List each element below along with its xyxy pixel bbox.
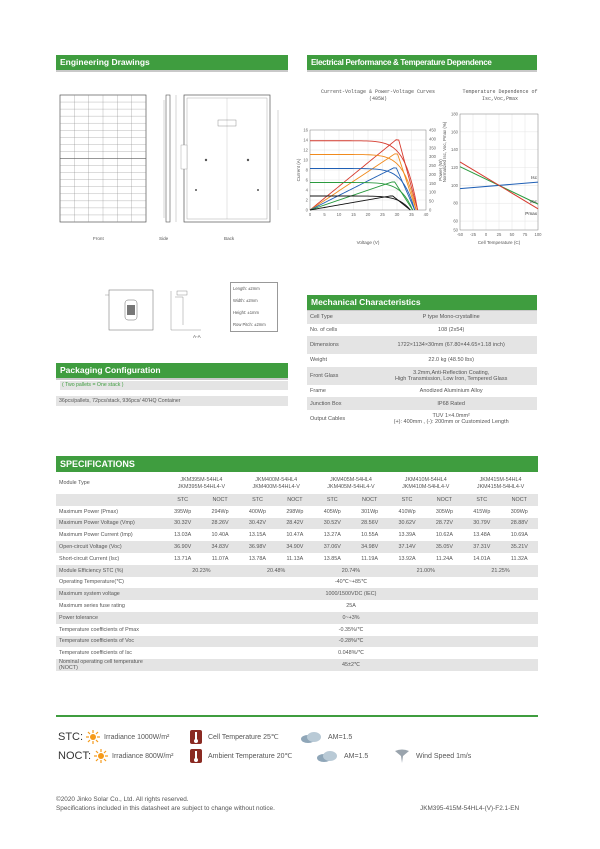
spec-value: 13.15A: [239, 529, 276, 541]
spec-value: 28.26V: [201, 518, 238, 530]
spec-label: [56, 494, 164, 506]
cloud-icon: [300, 731, 322, 743]
model-name: [239, 473, 314, 494]
spec-value: 45±2℃: [164, 659, 538, 671]
packaging-detail: 36pcs/pallets, 72pcs/stack, 936pcs/ 40'HQ Container: [56, 396, 288, 406]
spec-value: 37.14V: [388, 541, 425, 553]
side-label: Side: [159, 236, 169, 241]
x-tick-label: 75: [522, 232, 528, 237]
spec-row: [56, 529, 538, 541]
spec-value: 10.62A: [426, 529, 463, 541]
mech-row-front-glass: [307, 367, 537, 385]
spec-model-row: [56, 473, 538, 494]
engineering-drawings: [56, 90, 288, 250]
spec-value: 34.83V: [201, 541, 238, 553]
spec-label: Maximum Power (Pmax): [56, 506, 164, 518]
mech-value: 1722×1134×30mm (67.80×44.65×1.18 inch): [365, 336, 537, 354]
spec-label: Short-circuit Current (Isc): [56, 553, 164, 565]
spec-value: 1000/1500VDC (IEC): [164, 588, 538, 600]
spec-value: -40℃~+85℃: [164, 577, 538, 589]
y-right-tick-label: 100: [429, 189, 436, 195]
packaging-header: Packaging Configuration: [56, 363, 288, 378]
x-tick-label: 100: [534, 232, 542, 237]
spec-value: 30.79V: [463, 518, 500, 530]
mech-row-cell-type: [307, 311, 537, 324]
model-name: [314, 473, 389, 494]
spec-value: 20.48%: [239, 565, 314, 577]
irradiance-stc: Irradiance 1000W/m²: [104, 733, 170, 741]
spec-value: -0.35%/℃: [164, 624, 538, 636]
x-tick-label: 35: [409, 212, 414, 217]
x-tick-label: 20: [365, 212, 371, 217]
x-tick-label: 40: [423, 212, 429, 217]
spec-value: 13.71A: [164, 553, 201, 565]
spec-value: 13.39A: [388, 529, 425, 541]
noct-label: NOCT: [501, 494, 538, 506]
spec-row-common: [56, 624, 538, 636]
y-tick-label: 0: [305, 207, 308, 213]
mech-value: Anodized Aluminium Alloy: [365, 385, 537, 398]
spec-value: 36.98V: [239, 541, 276, 553]
stc-label: STC: [388, 494, 425, 506]
noct-label: NOCT: [276, 494, 313, 506]
spec-row-common: [56, 636, 538, 648]
spec-label: Maximum Power Current (Imp): [56, 529, 164, 541]
x-tick-label: 30: [394, 212, 400, 217]
y-right-tick-label: 50: [429, 198, 434, 204]
spec-value: 37.31V: [463, 541, 500, 553]
spec-row: [56, 541, 538, 553]
x-axis-label: Voltage (V): [356, 240, 380, 245]
model-name: [164, 473, 239, 494]
y-tick-label: 100: [451, 182, 458, 188]
back-label: Back: [224, 236, 235, 241]
sun-icon: [94, 749, 108, 763]
spec-value: 30.42V: [239, 518, 276, 530]
spec-label: Temperature coefficients of Voc: [56, 636, 164, 648]
spec-row: [56, 518, 538, 530]
spec-value: 34.90V: [276, 541, 313, 553]
thermometer-icon: [190, 749, 202, 763]
side-view-drawing: [164, 95, 170, 222]
specifications-header: SPECIFICATIONS: [56, 456, 538, 472]
series-label: Pmax: [525, 210, 537, 216]
spec-label: Maximum system voltage: [56, 588, 164, 600]
frame-section-drawings: [105, 285, 230, 343]
temp-chart-title: Temperature Dependence of Isc,Voc,Pmax: [462, 89, 538, 102]
packaging-note: ( Two pallets = One stack ): [60, 381, 288, 390]
mech-label: Dimensions: [307, 336, 365, 354]
spec-value: 28.88V: [501, 518, 538, 530]
x-tick-label: -50: [456, 232, 464, 237]
spec-value: 30.32V: [164, 518, 201, 530]
x-axis-label: Cell Temperature (C): [477, 240, 521, 245]
mech-value: 108 (2x54): [365, 324, 537, 337]
front-view-drawing: [60, 95, 146, 222]
spec-value: 11.32A: [501, 553, 538, 565]
model-a: JKM415M-54HL4: [479, 476, 522, 483]
y-tick-label: 4: [305, 187, 308, 193]
noct-label: NOCT: [426, 494, 463, 506]
mech-row-frame: [307, 385, 537, 398]
y-tick-label: 10: [303, 157, 308, 163]
mech-value: [365, 410, 537, 428]
spec-value: 35.05V: [426, 541, 463, 553]
x-tick-label: -25: [469, 232, 477, 237]
header-underline: [56, 378, 288, 380]
spec-label: Temperature coefficients of Pmax: [56, 624, 164, 636]
y-tick-label: 80: [453, 200, 458, 206]
y-tick-label: 16: [303, 127, 308, 133]
x-tick-label: 50: [509, 232, 515, 237]
spec-value: 301Wp: [351, 506, 388, 518]
spec-row-common: [56, 647, 538, 659]
stc-label: STC: [463, 494, 500, 506]
legend-stc-row: [58, 730, 352, 744]
spec-value: 30.62V: [388, 518, 425, 530]
noct-label: NOCT: [201, 494, 238, 506]
spec-value: 30.52V: [314, 518, 351, 530]
spec-row-common: [56, 588, 538, 600]
mechanical-header: Mechanical Characteristics: [307, 295, 537, 310]
mech-label: Cell Type: [307, 311, 365, 324]
ambient-temperature: Ambient Temperature 20℃: [208, 753, 293, 760]
electrical-header: Electrical Performance & Temperature Dependence: [307, 55, 537, 70]
x-tick-label: 15: [351, 212, 356, 217]
spec-row-common: [56, 659, 538, 671]
y-right-tick-label: 450: [429, 127, 436, 133]
mech-value: 22.0 kg (48.50 lbs): [365, 354, 537, 367]
mech-value-line1: TUV 1×4.0mm²: [432, 412, 470, 419]
module-type-label: Module Type: [56, 473, 164, 494]
spec-value: 28.56V: [351, 518, 388, 530]
noct-label: NOCT:: [58, 750, 91, 762]
mech-label: Weight: [307, 354, 365, 367]
model-b: JKM400M-54HL4-V: [252, 483, 300, 490]
air-mass-stc: AM=1.5: [328, 733, 353, 741]
table-bottom-rule: [56, 715, 538, 717]
spec-value: 10.55A: [351, 529, 388, 541]
mech-row-junction-box: [307, 397, 537, 410]
spec-value: 13.78A: [239, 553, 276, 565]
sun-icon: [86, 730, 100, 744]
spec-value: 25A: [164, 600, 538, 612]
model-a: JKM410M-54HL4: [404, 476, 447, 483]
irradiance-noct: Irradiance 800W/m²: [112, 752, 174, 760]
header-underline: [56, 70, 288, 72]
iv-chart-title: Current-Voltage & Power-Voltage Curves (405W): [320, 89, 436, 102]
spec-value: 28.72V: [426, 518, 463, 530]
spec-value: 298Wp: [276, 506, 313, 518]
y-tick-label: 12: [303, 147, 308, 153]
mech-row-weight: [307, 354, 537, 367]
mech-row-output-cables: [307, 410, 537, 428]
mech-value-line2: (+): 400mm , (-): 200mm or Customized Length: [393, 418, 509, 425]
spec-value: 294Wp: [201, 506, 238, 518]
y-tick-label: 2: [305, 197, 308, 203]
mech-value: [365, 367, 537, 385]
cloud-icon: [316, 750, 338, 762]
spec-value: 13.48A: [463, 529, 500, 541]
spec-value: 410Wp: [388, 506, 425, 518]
spec-value: 11.13A: [276, 553, 313, 565]
y-axis-label: Normalized Isc, Voc, Pmax (%): [442, 121, 447, 183]
mech-value-line1: 3.2mm,Anti-Reflection Coating,: [413, 369, 490, 376]
x-tick-label: 25: [380, 212, 385, 217]
stc-label: STC: [314, 494, 351, 506]
spec-value: 37.06V: [314, 541, 351, 553]
series-label: Voc: [529, 199, 537, 205]
spec-condition-row: [56, 494, 538, 506]
air-mass-noct: AM=1.5: [344, 752, 369, 760]
x-tick-label: 10: [336, 212, 342, 217]
y-tick-label: 160: [451, 129, 458, 135]
y-tick-label: 140: [451, 147, 458, 153]
spec-label: Open-circuit Voltage (Voc): [56, 541, 164, 553]
footer-disclaimer: Specifications included in this datasheet are subject to change without notice.: [56, 805, 275, 812]
mechanical-table: [307, 311, 537, 428]
x-tick-label: 0: [484, 232, 488, 237]
dim-row-pitch: Row Pitch: ±2mm: [233, 322, 266, 327]
mech-label: Junction Box: [307, 397, 365, 410]
spec-value: 11.19A: [351, 553, 388, 565]
spec-label: Temperature coefficients of Isc: [56, 647, 164, 659]
spec-value: 10.69A: [501, 529, 538, 541]
spec-value: 20.23%: [164, 565, 239, 577]
spec-label: Module Efficiency STC (%): [56, 565, 164, 577]
spec-value: -0.28%/℃: [164, 636, 538, 648]
spec-label: Operating Temperature(℃): [56, 577, 164, 589]
y-right-tick-label: 300: [429, 154, 436, 160]
spec-value: 21.25%: [463, 565, 538, 577]
cell-temperature: Cell Temperature 25℃: [208, 734, 279, 741]
model-b: JKM415M-54HL4-V: [476, 483, 525, 490]
mech-label: Output Cables: [307, 410, 365, 428]
mech-label: No. of cells: [307, 324, 365, 337]
spec-row-common: [56, 612, 538, 624]
series-label: Isc: [531, 175, 537, 181]
x-tick-label: 25: [496, 232, 502, 237]
dim-height: Height: ±1mm: [233, 310, 260, 315]
mech-label: Front Glass: [307, 367, 365, 385]
stc-label: STC: [164, 494, 201, 506]
y-tick-label: 120: [451, 165, 458, 171]
spec-value: 13.85A: [314, 553, 351, 565]
spec-row: [56, 553, 538, 565]
spec-value: 10.47A: [276, 529, 313, 541]
footer-copyright: ©2020 Jinko Solar Co., Ltd. All rights reserved.: [56, 796, 189, 803]
dim-width: Width: ±2mm: [233, 298, 258, 303]
y-right-tick-label: 350: [429, 145, 436, 151]
y-tick-label: 60: [453, 218, 458, 224]
specifications-table: [56, 473, 538, 671]
model-b: JKM395M-54HL4-V: [177, 483, 226, 490]
y-tick-label: 50: [453, 227, 458, 233]
y-tick-label: 180: [451, 111, 458, 117]
y-right-tick-label: 0: [429, 207, 432, 213]
wind-icon: [394, 748, 410, 764]
y-right-tick-label: 200: [429, 171, 436, 177]
spec-row-efficiency: [56, 565, 538, 577]
mech-value-line2: High Transmission, Low Iron, Tempered Glass: [394, 375, 508, 382]
x-tick-label: 5: [323, 212, 326, 217]
model-a: JKM405M-54HL4: [329, 476, 372, 483]
aa-label: A-A: [193, 334, 201, 339]
spec-value: 0.048%/℃: [164, 647, 538, 659]
back-view-drawing: [176, 95, 278, 222]
spec-value: 405Wp: [314, 506, 351, 518]
temperature-dependence-chart: [440, 108, 544, 250]
spec-value: 11.24A: [426, 553, 463, 565]
model-a: JKM400M-54HL4: [255, 476, 298, 483]
mech-value: IP68 Rated: [365, 397, 537, 410]
spec-label: Nominal operating cell temperature (NOCT): [56, 659, 164, 671]
footer-document-code: JKM395-415M-54HL4-(V)-F2.1-EN: [420, 805, 520, 812]
spec-label: Maximum Power Voltage (Vmp): [56, 518, 164, 530]
spec-value: 20.74%: [314, 565, 389, 577]
spec-value: 14.01A: [463, 553, 500, 565]
spec-value: 13.03A: [164, 529, 201, 541]
iv-curve-chart: [296, 110, 444, 250]
noct-label: NOCT: [351, 494, 388, 506]
spec-value: 0~+3%: [164, 612, 538, 624]
dimension-tolerance-box: [230, 282, 278, 332]
spec-value: 305Wp: [426, 506, 463, 518]
dim-length: Length: ±2mm: [233, 286, 260, 291]
front-label: Front: [93, 236, 104, 241]
model-b: JKM405M-54HL4-V: [327, 483, 375, 490]
model-a: JKM395M-54HL4: [180, 476, 223, 483]
wind-speed: Wind Speed 1m/s: [416, 752, 472, 760]
y-tick-label: 8: [305, 167, 308, 173]
spec-row-common: [56, 577, 538, 589]
spec-value: 13.27A: [314, 529, 351, 541]
spec-row: [56, 506, 538, 518]
model-name: [388, 473, 463, 494]
mech-label: Frame: [307, 385, 365, 398]
spec-label: Power tolerance: [56, 612, 164, 624]
spec-value: 35.21V: [501, 541, 538, 553]
spec-value: 400Wp: [239, 506, 276, 518]
model-name: [463, 473, 538, 494]
spec-value: 395Wp: [164, 506, 201, 518]
spec-row-common: [56, 600, 538, 612]
y-axis-label: Current (A): [296, 158, 301, 182]
spec-value: 309Wp: [501, 506, 538, 518]
spec-value: 34.98V: [351, 541, 388, 553]
stc-label: STC:: [58, 731, 84, 743]
y-right-axis-label: Power (W): [438, 159, 443, 181]
engineering-drawings-header: Engineering Drawings: [56, 55, 288, 70]
spec-value: 10.40A: [201, 529, 238, 541]
y-right-tick-label: 150: [429, 180, 436, 186]
spec-value: 11.07A: [201, 553, 238, 565]
mech-row-cells: [307, 324, 537, 337]
legend-noct-row: [58, 748, 471, 764]
mech-value: P type Mono-crystalline: [365, 311, 537, 324]
header-underline: [307, 70, 537, 72]
stc-label: STC: [239, 494, 276, 506]
y-right-tick-label: 250: [429, 163, 436, 169]
model-b: JKM410M-54HL4-V: [402, 483, 450, 490]
y-tick-label: 6: [305, 177, 308, 183]
spec-value: 28.42V: [276, 518, 313, 530]
y-right-tick-label: 400: [429, 136, 436, 142]
mech-row-dimensions: [307, 336, 537, 354]
spec-value: 13.92A: [388, 553, 425, 565]
spec-label: Maximum series fuse rating: [56, 600, 164, 612]
x-tick-label: 0: [308, 212, 312, 217]
y-tick-label: 14: [303, 137, 308, 143]
thermometer-icon: [190, 730, 202, 744]
spec-value: 415Wp: [463, 506, 500, 518]
spec-value: 21.00%: [388, 565, 463, 577]
spec-value: 36.90V: [164, 541, 201, 553]
